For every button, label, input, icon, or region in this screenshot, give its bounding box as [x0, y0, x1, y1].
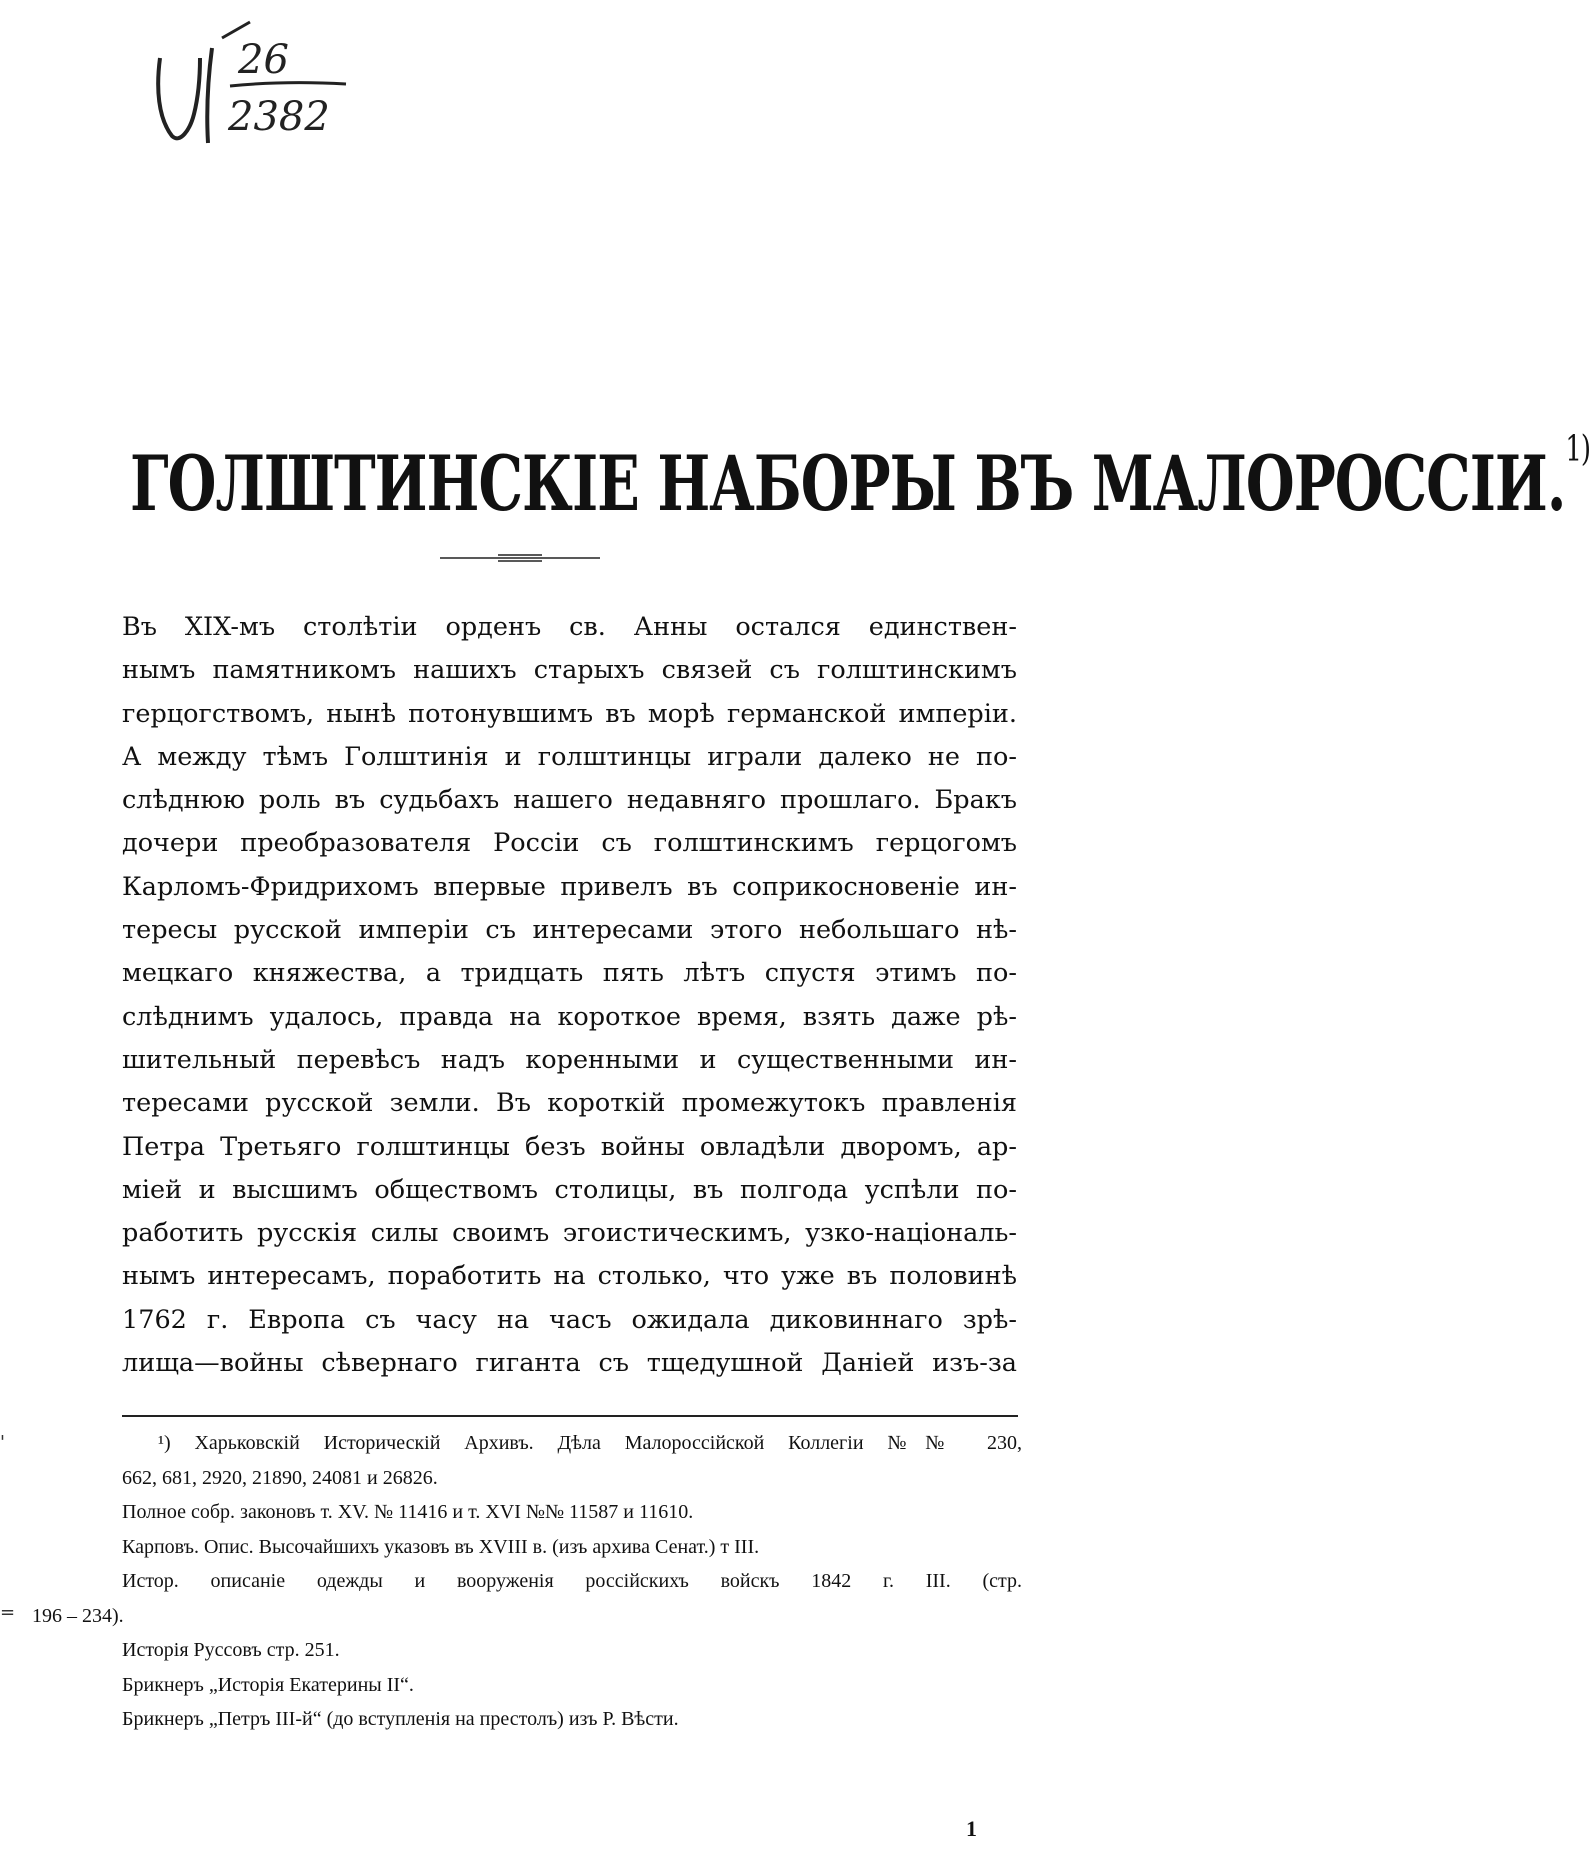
footnote-rule [122, 1415, 1018, 1417]
body-line: слѣднюю роль въ судьбахъ нашего недавняго прошлаго. Бракъ [122, 785, 1017, 816]
title-text: ГОЛШТИНСКІЕ НАБОРЫ ВЪ МАЛОРОССІИ. [130, 440, 1566, 530]
footnote-line: Брикнеръ „Исторія Екатерины II“. [122, 1673, 414, 1696]
body-paragraph [122, 606, 1017, 1385]
margin-mark: = [0, 1602, 16, 1623]
body-line: герцогствомъ, нынѣ потонувшимъ въ морѣ германской имперіи. [122, 698, 1017, 729]
body-line: нымъ интересамъ, поработить на столько, что уже въ половинѣ [122, 1261, 1017, 1292]
body-line: тересы русской имперіи съ интересами этого небольшаго нѣ- [122, 915, 1017, 946]
title-divider [440, 552, 600, 564]
footnote-line: 662, 681, 2920, 21890, 24081 и 26826. [122, 1466, 438, 1489]
page-title [130, 429, 1590, 530]
footnote-line: Полное собр. законовъ т. XV. № 11416 и т. XVI №№ 11587 и 11610. [122, 1501, 694, 1523]
body-line: тересами русской земли. Въ короткій промежутокъ правленія [122, 1088, 1017, 1119]
body-line: 1762 г. Европа съ часу на часъ ожидала диковиннаго зрѣ- [122, 1304, 1017, 1335]
body-line: міей и высшимъ обществомъ столицы, въ полгода успѣли по- [122, 1174, 1017, 1205]
body-line: шительный перевѣсъ надъ коренными и существенными ин- [122, 1044, 1017, 1075]
body-line: мецкаго княжества, а тридцать пять лѣтъ спустя этимъ по- [122, 958, 1017, 989]
shelfmark-denominator: 2382 [228, 94, 330, 140]
footnote-line: Карповъ. Опис. Высочайшихъ указовъ въ XVIII в. (изъ архива Сенат.) т III. [122, 1535, 760, 1558]
margin-mark: ' [0, 1432, 5, 1453]
footnotes [32, 1426, 1022, 1737]
title-footnote-mark: 1) [1565, 429, 1590, 470]
body-line: Въ XIX-мъ столѣтіи орденъ св. Анны остался единствен- [122, 612, 1017, 642]
body-line: Петра Третьяго голштинцы безъ войны овладѣли дворомъ, ар- [122, 1131, 1017, 1162]
body-line: Карломъ-Фридрихомъ впервые привелъ въ соприкосновеніе ин- [122, 871, 1017, 902]
body-line: А между тѣмъ Голштинія и голштинцы играли далеко не по- [122, 741, 1017, 772]
shelfmark-numerator: 26 [238, 37, 289, 83]
body-line: слѣднимъ удалось, правда на короткое время, взять даже рѣ- [122, 1001, 1017, 1032]
footnote-line: Брикнеръ „Петръ III-й“ (до вступленія на престолъ) изъ Р. Вѣсти. [122, 1708, 679, 1730]
footnote-line: 196 – 234). [32, 1604, 124, 1627]
footnote-line: Исторія Руссовъ стр. 251. [122, 1639, 340, 1661]
body-line: лища—войны сѣвернаго гиганта съ тщедушной Даніей изъ-за [122, 1348, 1017, 1379]
handwritten-shelfmark [150, 18, 430, 158]
body-line: дочери преобразователя Россіи съ голштинскимъ герцогомъ [122, 828, 1017, 859]
page-number: 1 [966, 1816, 977, 1841]
shelfmark-drawing [150, 18, 430, 158]
body-line: работить русскія силы своимъ эгоистическимъ, узко-національ- [122, 1218, 1017, 1249]
body-line: нымъ памятникомъ нашихъ старыхъ связей съ голштинскимъ [122, 655, 1017, 686]
footnote-line: ¹) Харьковскій Историческій Архивъ. Дѣла Малороссійской Коллегіи №№ 230, [158, 1432, 1022, 1454]
footnote-line: Истор. описаніе одежды и вооруженія россійскихъ войскъ 1842 г. III. (стр. [122, 1570, 1022, 1592]
